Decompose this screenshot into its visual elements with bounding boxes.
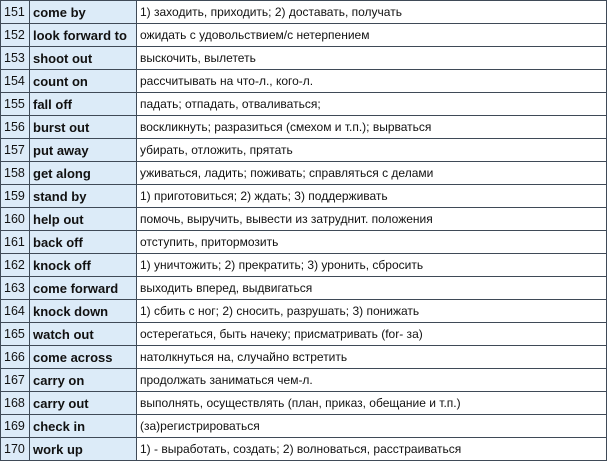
translation: продолжать заниматься чем-л. [137,369,607,392]
phrasal-verb: count on [30,70,137,93]
translation: помочь, выручить, вывести из затруднит. положения [137,208,607,231]
translation: 1) - выработать, создать; 2) волноваться, расстраиваться [137,438,607,461]
row-number: 166 [1,346,30,369]
row-number: 155 [1,93,30,116]
table-row [1,185,607,208]
row-number: 158 [1,162,30,185]
table-row [1,93,607,116]
phrasal-verb: come across [30,346,137,369]
table-row [1,392,607,415]
table-row [1,415,607,438]
table-row [1,231,607,254]
table-row [1,369,607,392]
phrasal-verb: shoot out [30,47,137,70]
phrasal-verb: come by [30,1,137,24]
table-row [1,438,607,461]
translation: воскликнуть; разразиться (смехом и т.п.); вырваться [137,116,607,139]
translation: выскочить, вылететь [137,47,607,70]
row-number: 160 [1,208,30,231]
row-number: 156 [1,116,30,139]
phrasal-verb: put away [30,139,137,162]
row-number: 154 [1,70,30,93]
phrasal-verb: help out [30,208,137,231]
phrasal-verb: look forward to [30,24,137,47]
translation: убирать, отложить, прятать [137,139,607,162]
phrasal-verb: work up [30,438,137,461]
phrasal-verb: burst out [30,116,137,139]
translation: ожидать с удовольствием/с нетерпением [137,24,607,47]
phrasal-verb: check in [30,415,137,438]
row-number: 161 [1,231,30,254]
table-row [1,162,607,185]
row-number: 152 [1,24,30,47]
phrasal-verb: come forward [30,277,137,300]
translation: выходить вперед, выдвигаться [137,277,607,300]
table-body [1,1,607,461]
translation: 1) сбить с ног; 2) сносить, разрушать; 3) понижать [137,300,607,323]
row-number: 167 [1,369,30,392]
table-row [1,346,607,369]
row-number: 168 [1,392,30,415]
row-number: 169 [1,415,30,438]
table-row [1,139,607,162]
phrasal-verb: carry on [30,369,137,392]
translation: 1) уничтожить; 2) прекратить; 3) уронить, сбросить [137,254,607,277]
row-number: 153 [1,47,30,70]
translation: падать; отпадать, отваливаться; [137,93,607,116]
row-number: 159 [1,185,30,208]
phrasal-verb: fall off [30,93,137,116]
translation: рассчитывать на что-л., кого-л. [137,70,607,93]
table-row [1,300,607,323]
table-row [1,323,607,346]
phrasal-verb: watch out [30,323,137,346]
row-number: 157 [1,139,30,162]
phrasal-verb: carry out [30,392,137,415]
phrasal-verb: knock off [30,254,137,277]
table-row [1,254,607,277]
table-row [1,277,607,300]
row-number: 151 [1,1,30,24]
table-row [1,24,607,47]
phrasal-verb: back off [30,231,137,254]
phrasal-verb: knock down [30,300,137,323]
table-row [1,1,607,24]
translation: остерегаться, быть начеку; присматривать (for- за) [137,323,607,346]
phrasal-verb: get along [30,162,137,185]
table-row [1,47,607,70]
translation: (за)регистрироваться [137,415,607,438]
row-number: 164 [1,300,30,323]
row-number: 170 [1,438,30,461]
translation: отступить, притормозить [137,231,607,254]
translation: выполнять, осуществлять (план, приказ, обещание и т.п.) [137,392,607,415]
phrasal-verb: stand by [30,185,137,208]
translation: уживаться, ладить; поживать; справляться с делами [137,162,607,185]
table-row [1,208,607,231]
table-row [1,116,607,139]
row-number: 165 [1,323,30,346]
translation: 1) заходить, приходить; 2) доставать, получать [137,1,607,24]
row-number: 162 [1,254,30,277]
translation: 1) приготовиться; 2) ждать; 3) поддерживать [137,185,607,208]
row-number: 163 [1,277,30,300]
table-row [1,70,607,93]
translation: натолкнуться на, случайно встретить [137,346,607,369]
